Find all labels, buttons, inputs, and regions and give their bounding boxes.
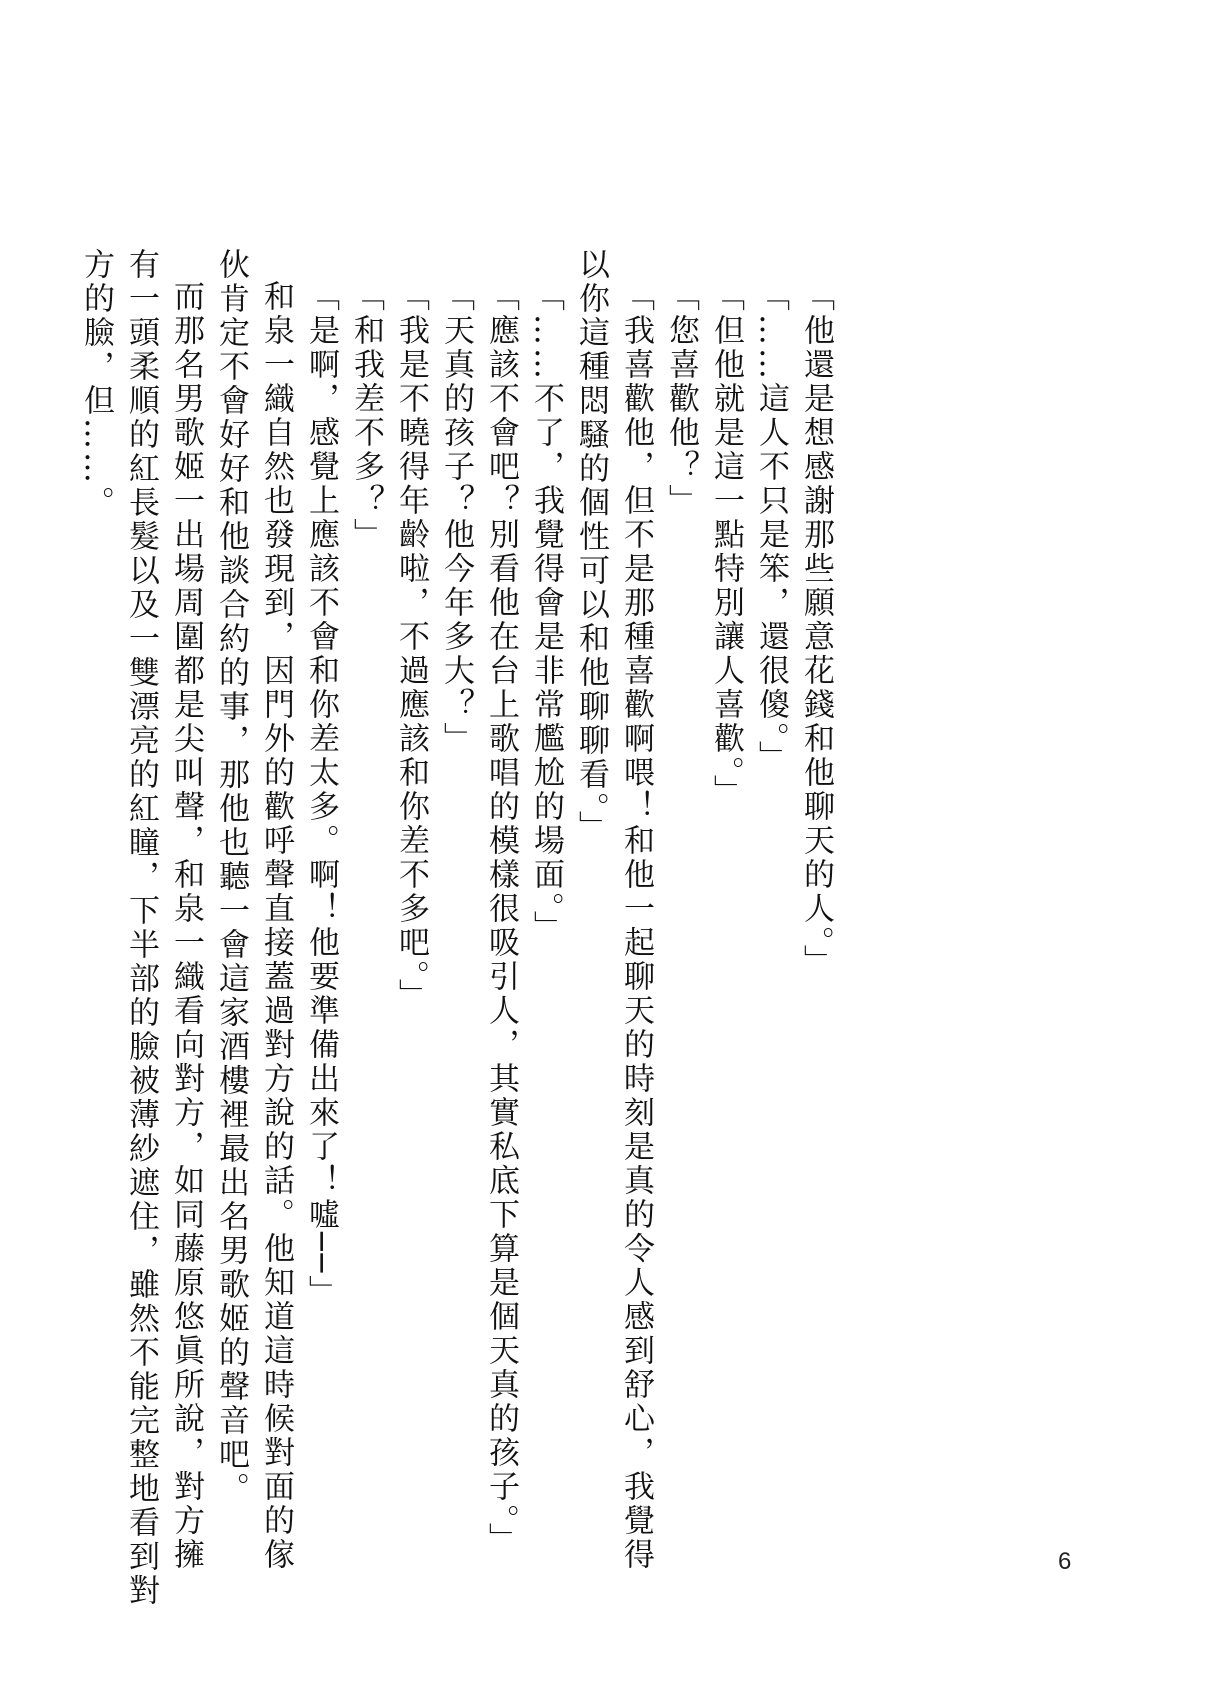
- text-line: 「我喜歡他，但不是那種喜歡啊喂！和他一起聊天的時刻是真的令人感到舒心，我覺得: [618, 280, 654, 1572]
- text-line: 「天真的孩子？他今年多大？」: [438, 280, 474, 756]
- text-line: 以你這種悶騷的個性可以和他聊聊看。」: [573, 248, 609, 845]
- text-line: 而那名男歌姬一出場周圍都是尖叫聲，和泉一織看向對方，如同藤原悠眞所說，對方擁: [168, 280, 204, 1572]
- text-line: 「和我差不多？」: [348, 280, 384, 552]
- text-line: 方的臉，但……。: [78, 248, 114, 520]
- text-line: 「我是不曉得年齡啦，不過應該和你差不多吧。」: [393, 280, 429, 1013]
- text-line: 「您喜歡他？」: [663, 280, 699, 518]
- text-line: 「……不了，我覺得會是非常尷尬的場面。」: [528, 280, 564, 945]
- text-line: 「……這人不只是笨，還很傻。」: [753, 280, 789, 775]
- text-line: 「他還是想感謝那些願意花錢和他聊天的人。」: [798, 280, 834, 979]
- vertical-text-body: [78, 248, 838, 1608]
- text-line: 「應該不會吧？別看他在台上歌唱的模樣很吸引人，其實私底下算是個天真的孩子。」: [483, 280, 519, 1557]
- text-line: 伙肯定不會好好和他談合約的事，那他也聽一會這家酒樓裡最出名男歌姬的聲音吧。: [213, 248, 249, 1506]
- text-line: 和泉一織自然也發現到，因門外的歡呼聲直接蓋過對方說的話。他知道這時候對面的傢: [258, 280, 294, 1572]
- text-line: 「但他就是這一點特別讓人喜歡。」: [708, 280, 744, 809]
- text-line: 有一頭柔順的紅長髮以及一雙漂亮的紅瞳，下半部的臉被薄紗遮住，雖然不能完整地看到對: [123, 248, 159, 1608]
- page-number: 6: [1058, 1548, 1072, 1575]
- text-line: 「是啊，感覺上應該不會和你差太多。啊！他要準備出來了！噓──」: [303, 280, 339, 1310]
